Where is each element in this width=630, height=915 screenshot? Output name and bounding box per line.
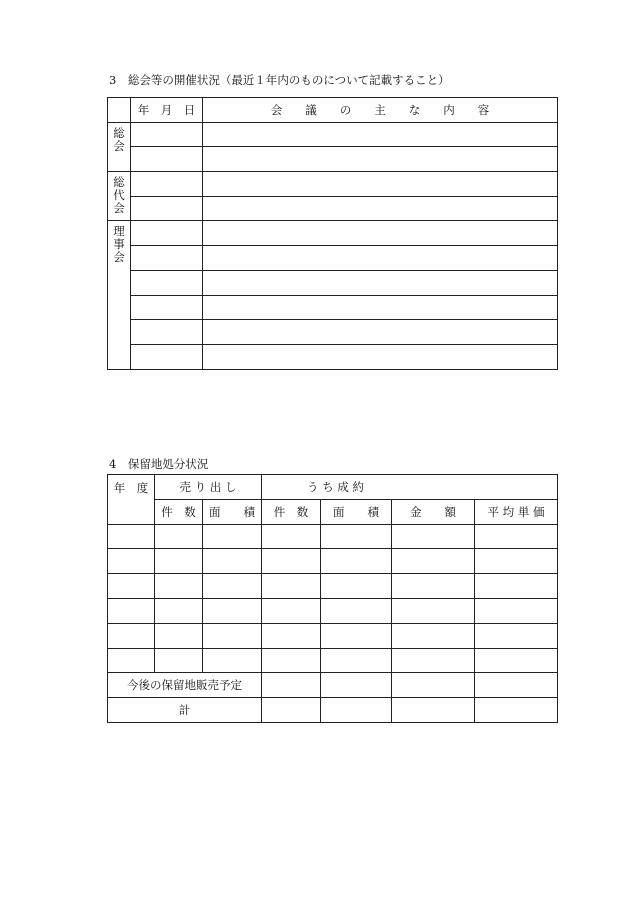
reserved-land-table [107,474,558,723]
table-row [108,320,558,345]
date-cell[interactable] [131,295,203,320]
total-row [108,698,558,723]
amount-header: 金 額 [392,499,475,524]
table-header-row [108,475,558,500]
date-column-header: 年 月 日 [131,98,203,123]
date-cell[interactable] [131,246,203,271]
sale-count-header: 件 数 [155,499,203,524]
table-subheader-row [108,499,558,524]
table-row [108,574,558,599]
content-cell[interactable] [203,196,558,221]
contract-column-header: う ち 成 約 [262,475,558,500]
general-meeting-label: 総 会 [108,122,131,171]
table-row [108,246,558,271]
table-row [108,221,558,246]
table-row [108,172,558,197]
planned-sales-row [108,673,558,698]
table-row [108,623,558,648]
date-cell[interactable] [131,122,203,147]
date-cell[interactable] [131,270,203,295]
board-meeting-label: 理 事 会 [108,221,131,369]
total-label: 計 [108,698,262,723]
contract-count-header: 件 数 [262,499,321,524]
content-column-header: 会 議 の 主 な 内 容 [203,98,558,123]
table-row [108,295,558,320]
date-cell[interactable] [131,196,203,221]
content-cell[interactable] [203,320,558,345]
planned-sales-label: 今後の保留地販売予定 [108,673,262,698]
table-row [108,122,558,147]
content-cell[interactable] [203,344,558,369]
table-row [108,270,558,295]
table-header-row [108,98,558,123]
content-cell[interactable] [203,122,558,147]
unit-price-header: 平 均 単 価 [475,499,558,524]
content-cell[interactable] [203,172,558,197]
date-cell[interactable] [131,320,203,345]
table-row [108,196,558,221]
table-row [108,524,558,549]
table-row [108,549,558,574]
contract-area-header: 面 積 [321,499,392,524]
section4-heading: 4 保留地処分状況 [109,457,209,471]
date-cell[interactable] [131,221,203,246]
year-column-header: 年 度 [108,475,155,525]
content-cell[interactable] [203,147,558,172]
table-row [108,344,558,369]
meetings-table [107,97,558,370]
content-cell[interactable] [203,221,558,246]
date-cell[interactable] [131,147,203,172]
table-row [108,147,558,172]
table-row [108,648,558,673]
content-cell[interactable] [203,246,558,271]
sale-area-header: 面 積 [203,499,262,524]
content-cell[interactable] [203,295,558,320]
delegate-meeting-label: 総 代 会 [108,172,131,221]
table-row [108,598,558,623]
sale-column-header: 売 り 出 し [155,475,262,500]
date-cell[interactable] [131,172,203,197]
section3-heading: 3 総会等の開催状況（最近１年内のものについて記載すること） [109,73,450,87]
date-cell[interactable] [131,344,203,369]
corner-cell [108,98,131,123]
content-cell[interactable] [203,270,558,295]
